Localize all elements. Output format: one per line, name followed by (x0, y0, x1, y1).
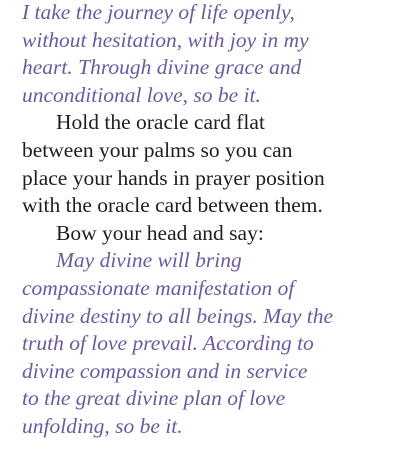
prayer-line: May divine will bring (56, 248, 242, 273)
prayer-line: divine destiny to all beings. May the (22, 303, 334, 328)
bow-paragraph (22, 220, 400, 248)
prayer-line: truth of love prevail. According to (22, 331, 314, 356)
prayer-line: divine compassion and in service (22, 358, 308, 383)
prayer-line: unfolding, so be it. (22, 413, 183, 438)
affirmation-line: heart. Through divine grace and (22, 55, 302, 80)
instruction-line: with the oracle card between them. (22, 193, 323, 218)
prayer-paragraph (22, 247, 400, 440)
instruction-paragraph (22, 109, 400, 219)
instruction-line: Hold the oracle card flat (56, 110, 265, 135)
instruction-line: place your hands in prayer position (22, 165, 325, 190)
affirmation-line: I take the journey of life openly, (22, 0, 295, 24)
affirmation-line: without hesitation, with joy in my (22, 27, 309, 52)
bow-line: Bow your head and say: (56, 220, 264, 245)
prayer-line: to the great divine plan of love (22, 386, 286, 411)
prayer-line: compassionate manifestation of (22, 275, 295, 300)
affirmation-line: unconditional love, so be it. (22, 82, 261, 107)
affirmation-paragraph (22, 0, 400, 109)
instruction-line: between your palms so you can (22, 137, 293, 162)
